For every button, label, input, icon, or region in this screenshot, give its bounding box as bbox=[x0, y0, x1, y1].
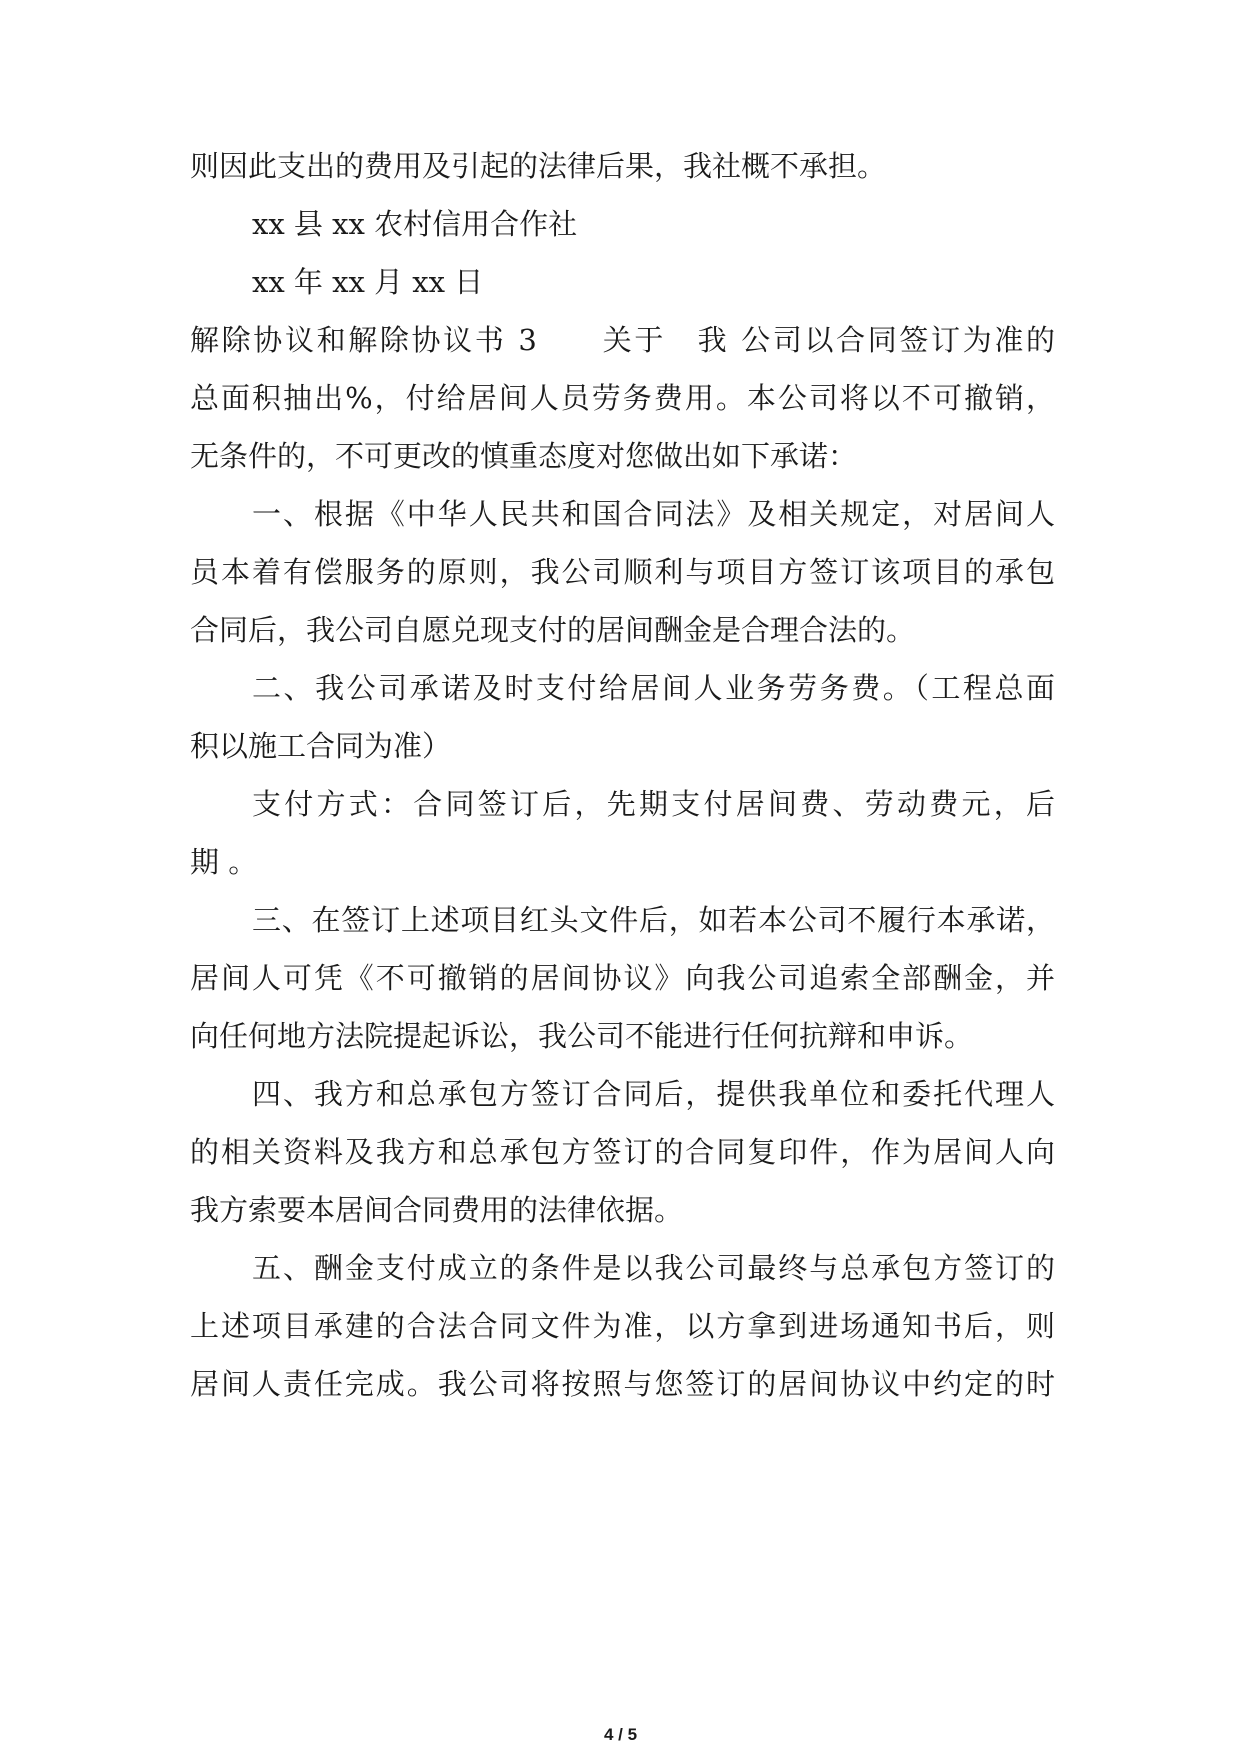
text-line-22: 居间人责任完成。我公司将按照与您签订的居间协议中约定的时 bbox=[190, 1367, 1055, 1401]
text-line-18: 的相关资料及我方和总承包方签订的合同复印件，作为居间人向 bbox=[190, 1135, 1055, 1169]
text-line-15: 居间人可凭《不可撤销的居间协议》向我公司追索全部酬金，并 bbox=[190, 961, 1055, 995]
section-heading-line: 解除协议和解除协议书 3 关于 我 公司以合同签订为准的 bbox=[190, 323, 1055, 357]
text-line-2: xx 县 xx 农村信用合作社 bbox=[252, 207, 578, 241]
text-line-19: 我方索要本居间合同费用的法律依据。 bbox=[190, 1193, 684, 1227]
text-line-9: 合同后，我公司自愿兑现支付的居间酬金是合理合法的。 bbox=[190, 613, 916, 647]
text-line-6: 无条件的，不可更改的慎重态度对您做出如下承诺： bbox=[190, 439, 858, 473]
text-line-3: xx 年 xx 月 xx 日 bbox=[252, 265, 484, 299]
text-line-14: 三、在签订上述项目红头文件后，如若本公司不履行本承诺， bbox=[252, 903, 1055, 937]
page-number: 4 / 5 bbox=[603, 1725, 638, 1744]
text-line-5: 总面积抽出%，付给居间人员劳务费用。本公司将以不可撤销， bbox=[190, 381, 1055, 415]
text-line-10: 二、我公司承诺及时支付给居间人业务劳务费。（工程总面 bbox=[252, 671, 1055, 705]
text-line-8: 员本着有偿服务的原则，我公司顺利与项目方签订该项目的承包 bbox=[190, 555, 1055, 589]
text-line-1: 则因此支出的费用及引起的法律后果，我社概不承担。 bbox=[190, 149, 887, 183]
text-line-13: 期 。 bbox=[190, 845, 258, 879]
text-line-17: 四、我方和总承包方签订合同后，提供我单位和委托代理人 bbox=[252, 1077, 1055, 1111]
text-line-21: 上述项目承建的合法合同文件为准，以方拿到进场通知书后，则 bbox=[190, 1309, 1055, 1343]
text-line-12: 支付方式：合同签订后，先期支付居间费、劳动费元，后 bbox=[252, 787, 1055, 821]
text-line-16: 向任何地方法院提起诉讼，我公司不能进行任何抗辩和申诉。 bbox=[190, 1019, 974, 1053]
text-line-11: 积以施工合同为准） bbox=[190, 729, 452, 763]
text-line-7: 一、根据《中华人民共和国合同法》及相关规定，对居间人 bbox=[252, 497, 1055, 531]
text-line-20: 五、酬金支付成立的条件是以我公司最终与总承包方签订的 bbox=[252, 1251, 1055, 1285]
